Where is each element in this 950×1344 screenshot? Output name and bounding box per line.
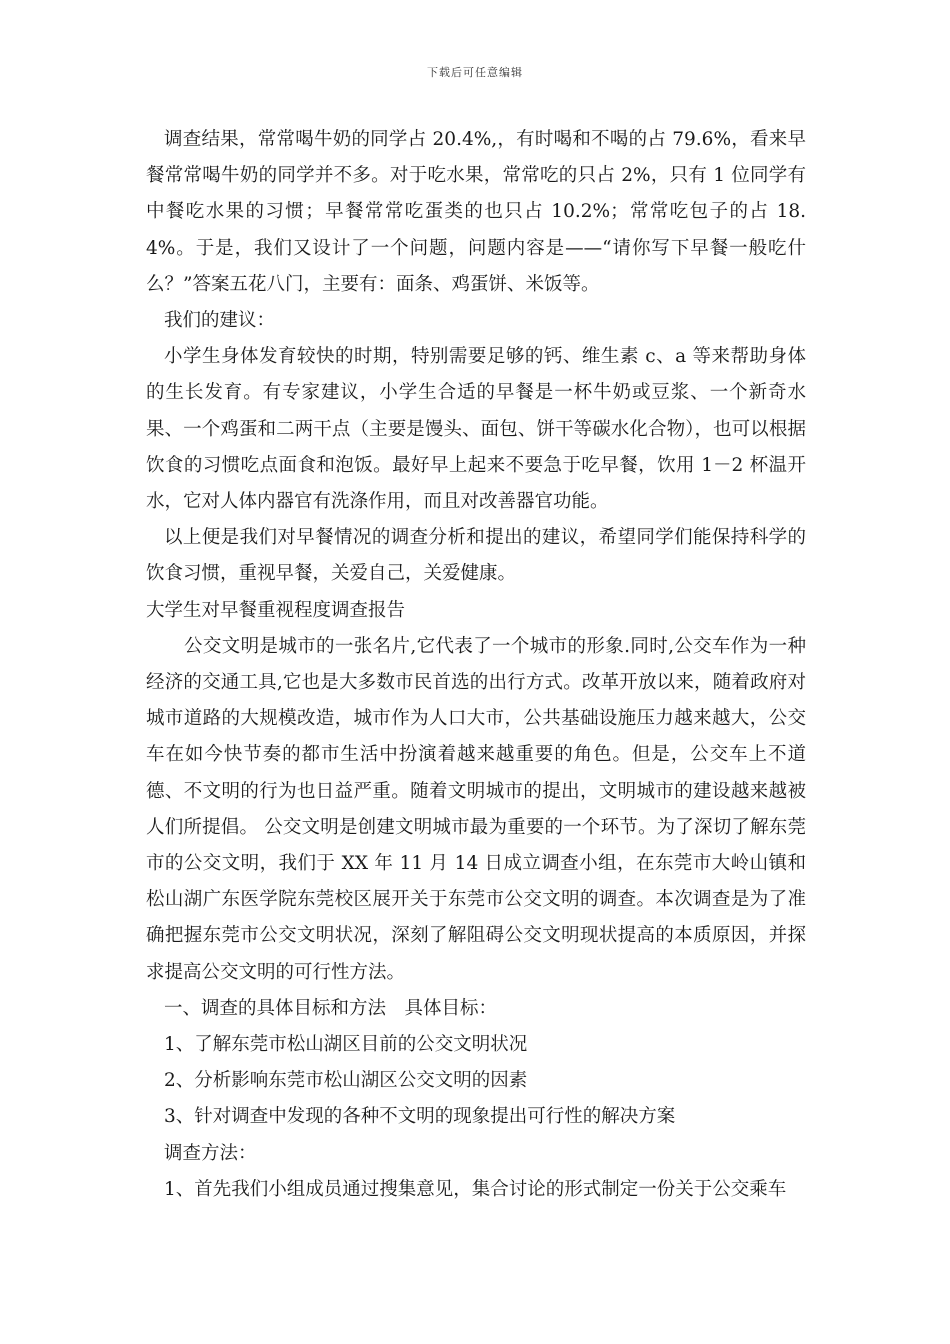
paragraph-survey-results: 调查结果，常常喝牛奶的同学占 20.4%,，有时喝和不喝的占 79.6%，看来早餐常常喝牛奶的同学并不多。对于吃水果，常常吃的只占 2%，只有 1 位同学有中餐吃水果的习惯；早餐常常吃蛋类的也只占 10.2%；常常吃包子的占 18.4%。于是，我们又设计了一个问题，问题内容是——“请你写下早餐一般吃什么？”答案五花八门，主要有：面条、鸡蛋饼、米饭等。: [146, 129, 806, 295]
list-item-goal-3: 3、针对调查中发现的各种不文明的现象提出可行性的解决方案: [164, 1106, 676, 1128]
list-item-goal-1: 1、了解东莞市松山湖区目前的公交文明状况: [164, 1034, 528, 1056]
paragraph-suggestions-heading: 我们的建议：: [164, 310, 276, 332]
list-item-method-1: 1、首先我们小组成员通过搜集意见，集合讨论的形式制定一份关于公交乘车: [164, 1178, 787, 1200]
list-item-goal-2: 2、分析影响东莞市松山湖区公交文明的因素: [164, 1070, 528, 1092]
report-title: 大学生对早餐重视程度调查报告: [146, 599, 406, 621]
section-heading-goals: 一、调查的具体目标和方法 具体目标：: [164, 997, 498, 1019]
page-header: 下载后可任意编辑: [427, 66, 523, 79]
document-body: [146, 122, 806, 1208]
section-heading-methods: 调查方法：: [164, 1142, 257, 1164]
paragraph-conclusion: 以上便是我们对早餐情况的调查分析和提出的建议，希望同学们能保持科学的饮食习惯，重视早餐，关爱自己，关爱健康。: [146, 527, 806, 585]
paragraph-suggestions: 小学生身体发育较快的时期，特别需要足够的钙、维生素 c、a 等来帮助身体的生长发育。有专家建议，小学生合适的早餐是一杯牛奶或豆浆、一个新奇水果、一个鸡蛋和二两干点（主要是馒头、面包、饼干等碳水化合物），也可以根据饮食的习惯吃点面食和泡饭。最好早上起来不要急于吃早餐，饮用 1－2 杯温开水，它对人体内器官有洗涤作用，而且对改善器官功能。: [146, 346, 806, 513]
paragraph-bus-civility: 公交文明是城市的一张名片,它代表了一个城市的形象.同时,公交车作为一种经济的交通工具,它也是大多数市民首选的出行方式。改革开放以来，随着政府对城市道路的大规模改造，城市作为人口大市，公共基础设施压力越来越大，公交车在如今快节奏的都市生活中扮演着越来越重要的角色。但是，公交车上不道德、不文明的行为也日益严重。随着文明城市的提出，文明城市的建设越来越被人们所提倡。 公交文明是创建文明城市最为重要的一个环节。为了深切了解东莞市的公交文明，我们于 XX 年 11 月 14 日成立调查小组，在东莞市大岭山镇和松山湖广东医学院东莞校区展开关于东莞市公交文明的调查。本次调查是为了准确把握东莞市公交文明状况，深刻了解阻碍公交文明现状提高的本质原因，并探求提高公交文明的可行性方法。: [146, 635, 806, 983]
